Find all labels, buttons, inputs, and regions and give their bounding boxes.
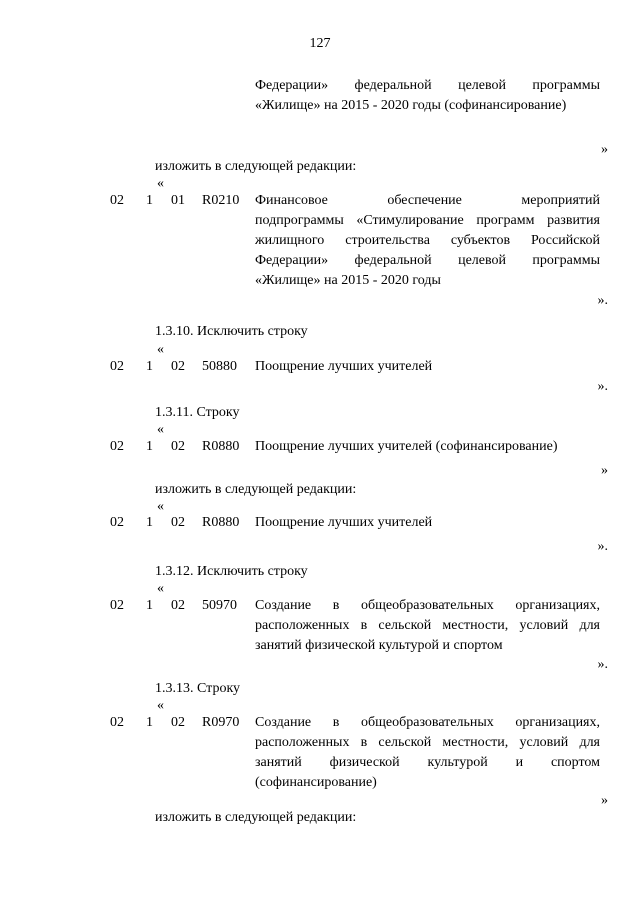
code-direction: 50970 [202, 598, 237, 613]
open-quote: « [157, 698, 164, 713]
code-group: 02 [171, 515, 185, 530]
row-description [255, 713, 600, 793]
section-1-3-11: 1.3.11. Строку [155, 405, 240, 420]
code-subprogram: 1 [146, 439, 153, 454]
open-quote: « [157, 176, 164, 191]
code-group: 01 [171, 193, 185, 208]
code-section: 02 [110, 515, 124, 530]
close-quote: » [601, 793, 608, 808]
code-subprogram: 1 [146, 598, 153, 613]
section-1-3-13: 1.3.13. Строку [155, 681, 241, 696]
open-quote: « [157, 581, 164, 596]
desc-line: Финансовое обеспечение мероприятий [255, 193, 600, 208]
code-subprogram: 1 [146, 359, 153, 374]
desc-line: занятий физической культурой и спортом [255, 755, 600, 770]
intro-line-2: «Жилище» на 2015 - 2020 годы (софинансирование) [255, 98, 567, 113]
open-quote: « [157, 422, 164, 437]
code-direction: R0880 [202, 439, 240, 454]
intro-line-1: Федерации» федеральной целевой программы [255, 78, 600, 93]
section-1-3-10: 1.3.10. Исключить строку [155, 324, 308, 339]
open-quote: « [157, 499, 164, 514]
row-description: Поощрение лучших учителей [255, 515, 433, 530]
code-section: 02 [110, 359, 124, 374]
close-quote: ». [597, 293, 608, 308]
instruction-edit: изложить в следующей редакции: [155, 159, 357, 174]
close-quote: ». [597, 539, 608, 554]
code-direction: R0210 [202, 193, 240, 208]
desc-line: (софинансирование) [255, 775, 377, 790]
desc-line: «Жилище» на 2015 - 2020 годы [255, 273, 441, 288]
code-subprogram: 1 [146, 515, 153, 530]
instruction-edit: изложить в следующей редакции: [155, 482, 357, 497]
section-1-3-12: 1.3.12. Исключить строку [155, 564, 308, 579]
intro-text [255, 76, 600, 116]
row-description: Поощрение лучших учителей (софинансирование) [255, 439, 558, 454]
code-group: 02 [171, 359, 185, 374]
row-description [255, 191, 600, 291]
open-quote: « [157, 342, 164, 357]
code-direction: R0880 [202, 515, 240, 530]
close-quote: » [601, 142, 608, 157]
code-group: 02 [171, 715, 185, 730]
code-direction: R0970 [202, 715, 240, 730]
desc-line: подпрограммы «Стимулирование программ развития [255, 213, 600, 228]
code-section: 02 [110, 598, 124, 613]
desc-line: Создание в общеобразовательных организациях, [255, 598, 600, 613]
desc-line: Федерации» федеральной целевой программы [255, 253, 600, 268]
code-section: 02 [110, 715, 124, 730]
row-description: Поощрение лучших учителей [255, 359, 433, 374]
close-quote: ». [597, 657, 608, 672]
desc-line: занятий физической культурой и спортом [255, 638, 503, 653]
desc-line: расположенных в сельской местности, условий для [255, 735, 600, 750]
close-quote: ». [597, 379, 608, 394]
code-section: 02 [110, 439, 124, 454]
code-group: 02 [171, 598, 185, 613]
code-subprogram: 1 [146, 193, 153, 208]
close-quote: » [601, 463, 608, 478]
desc-line: Создание в общеобразовательных организациях, [255, 715, 600, 730]
code-subprogram: 1 [146, 715, 153, 730]
row-description [255, 596, 600, 656]
desc-line: расположенных в сельской местности, условий для [255, 618, 600, 633]
page-number: 127 [309, 36, 331, 51]
desc-line: жилищного строительства субъектов Российской [255, 233, 600, 248]
code-group: 02 [171, 439, 185, 454]
code-section: 02 [110, 193, 124, 208]
code-direction: 50880 [202, 359, 237, 374]
instruction-edit: изложить в следующей редакции: [155, 810, 357, 825]
